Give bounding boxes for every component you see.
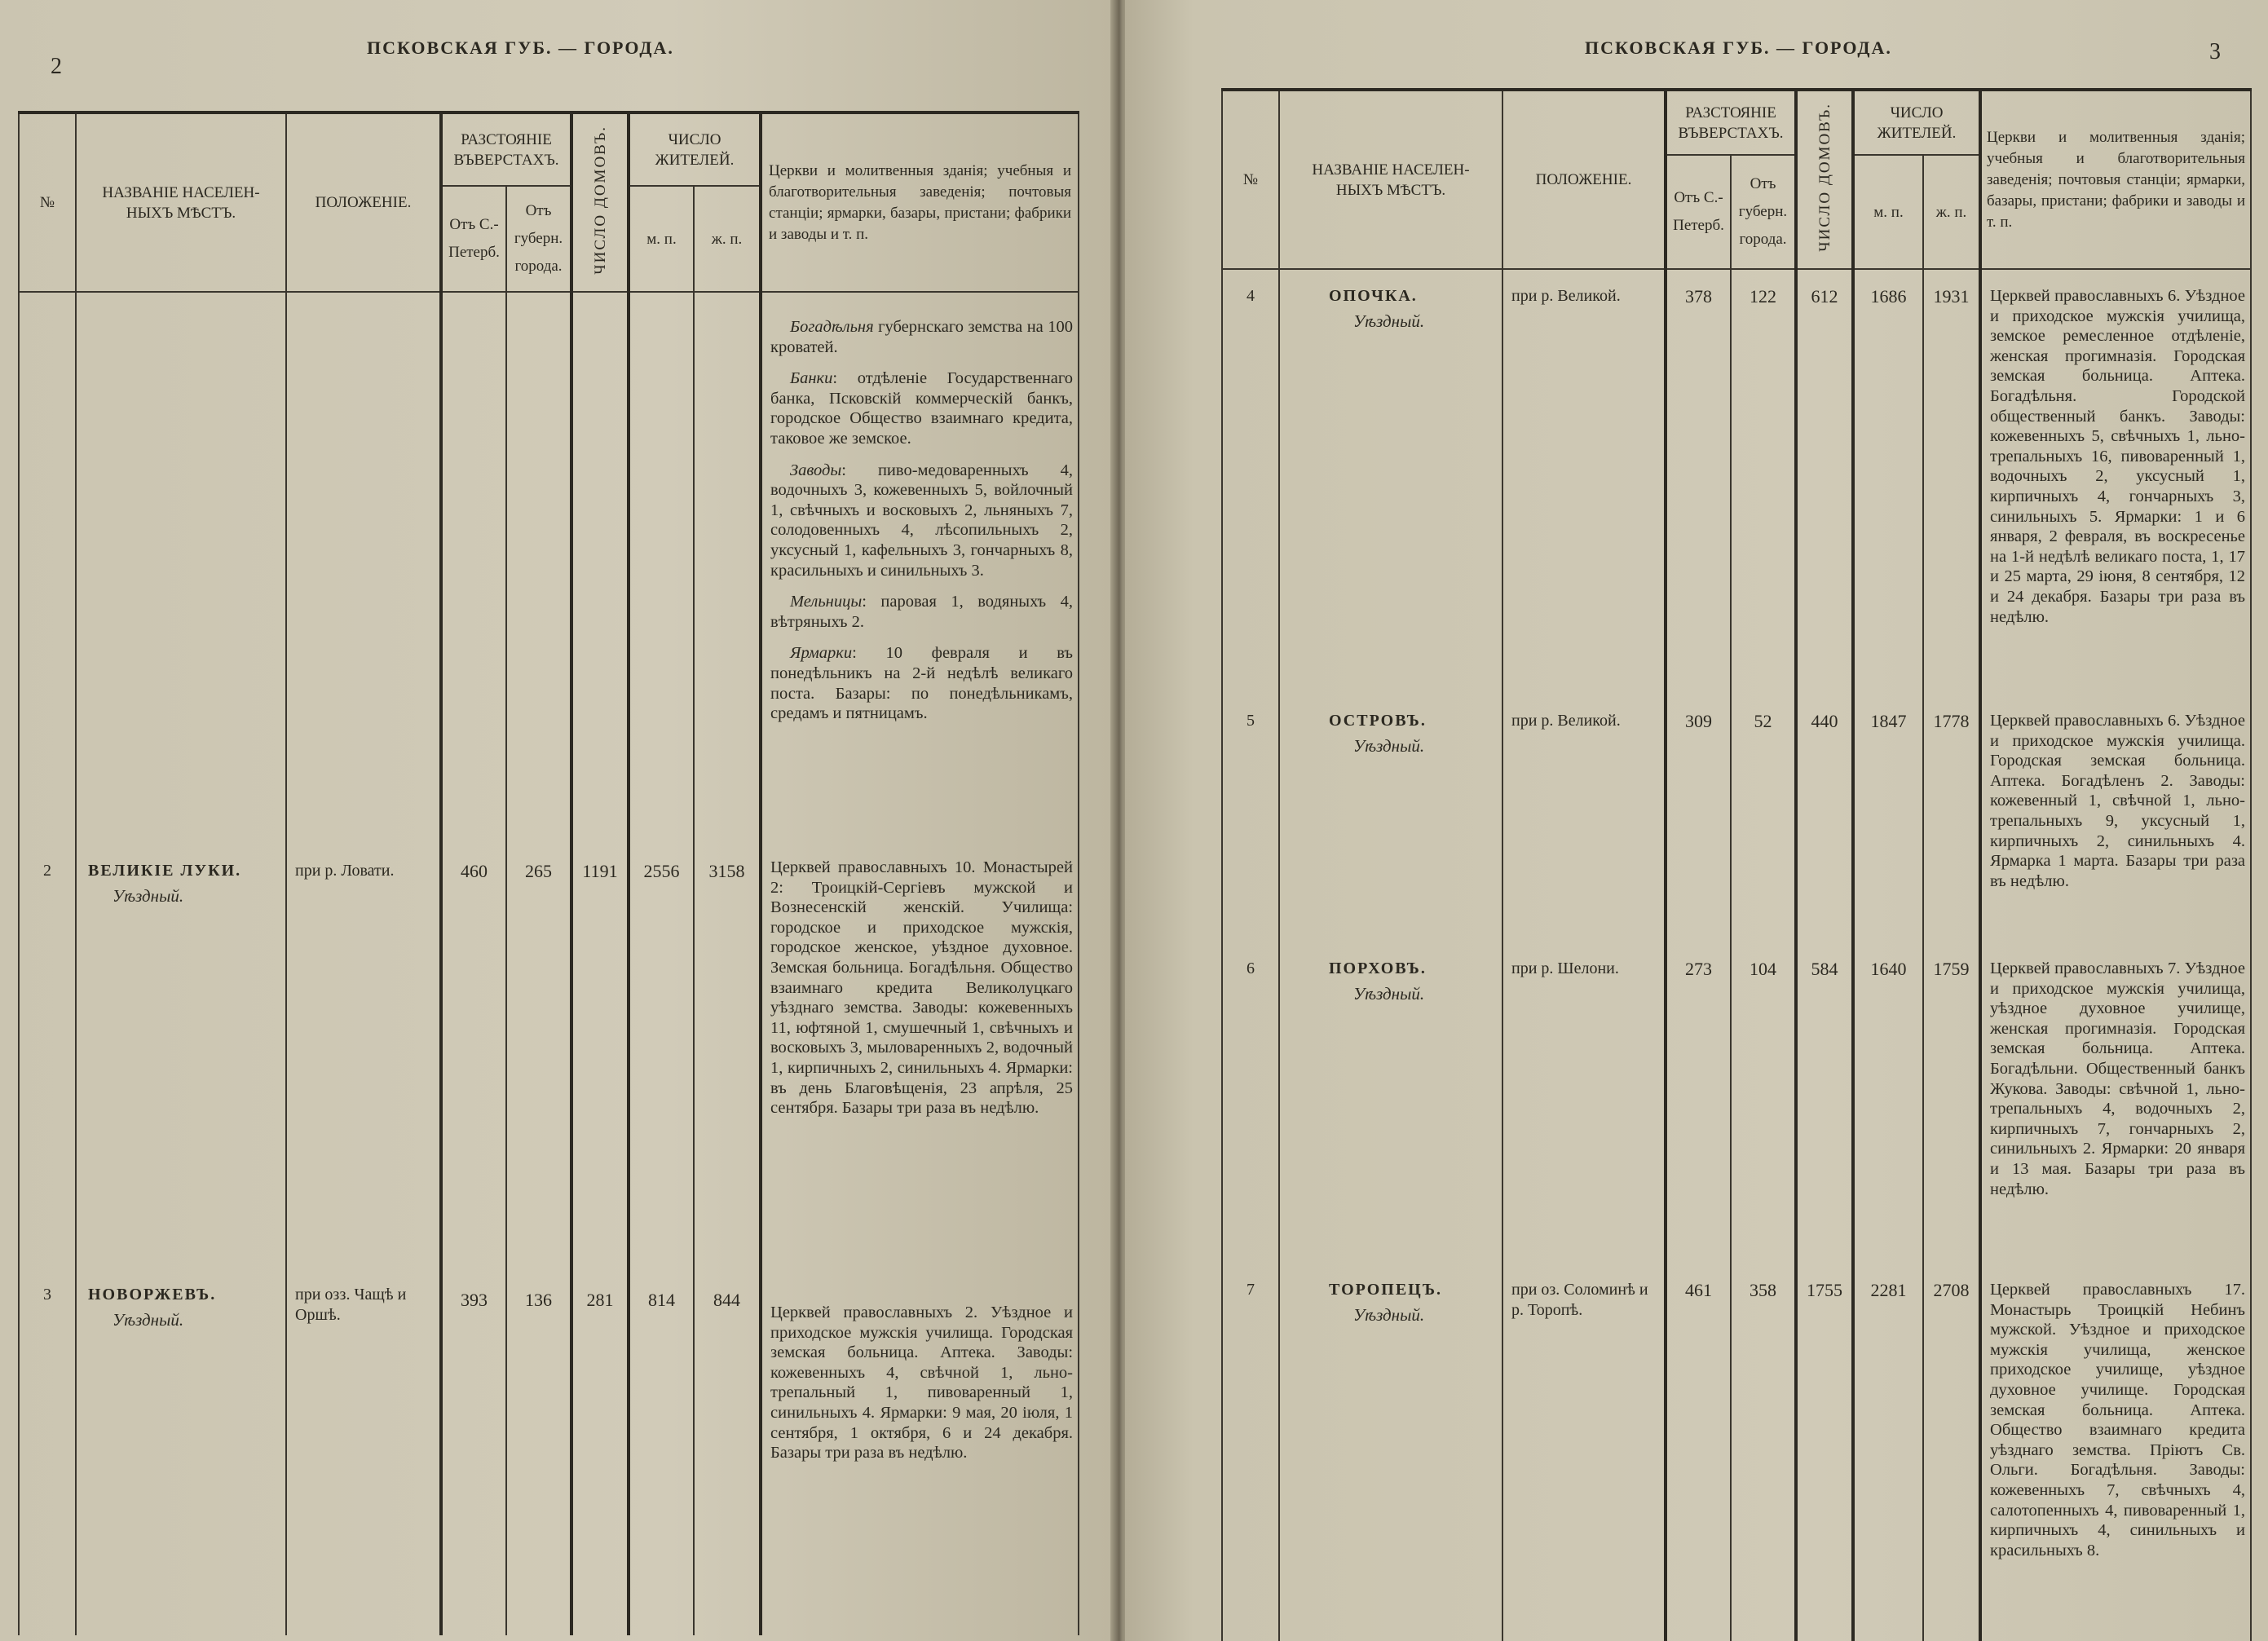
col-female: ж. п.: [1923, 155, 1980, 269]
distance-gub: 358: [1731, 1273, 1796, 1641]
running-head: ПСКОВСКАЯ ГУБ. — ГОРОДА.: [367, 37, 674, 58]
distance-spb: 461: [1666, 1273, 1731, 1641]
distance-spb: 460: [441, 854, 506, 1278]
town-name: НОВОРЖЕВЪ. Уѣздный.: [76, 1278, 286, 1635]
col-institutions: Церкви и молитвенныя зданія; учебныя и благотворительныя заведенія; почтовыя станціи; ярмарки, базары, пристани; фабрики и заводы и т. п.: [761, 112, 1079, 292]
houses: 1755: [1796, 1273, 1853, 1641]
distance-gub: 122: [1731, 269, 1796, 704]
paragraph: Богадѣльня губернскаго земства на 100 кроватей.: [770, 318, 1074, 356]
register-table: [18, 111, 1079, 1635]
distance-spb: 273: [1666, 952, 1731, 1273]
town-description: Церквей православныхъ 7. Уѣздное и приходское мужскія училища, уѣздное духовное училище, женская прогимназія. Городская земская больница. Аптека. Богадѣльни. Общественный банкъ Жукова. Заводы: свѣчной 1, льно-трепальныхъ 4, водочныхъ 2, кирпичныхъ 7, гончарныхъ 2, синильныхъ 2. Ярмарки: 20 января и 13 мая. Базары три раза въ недѣлю.: [1980, 952, 2251, 1273]
paragraph: Ярмарки: 10 февраля и въ понедѣльникъ на 2-й недѣлѣ великаго поста. Базары: по понедѣльникамъ, средамъ и пятницамъ.: [770, 644, 1074, 723]
female: 2708: [1923, 1273, 1980, 1641]
houses: 1191: [571, 854, 629, 1278]
right-page: [1125, 0, 2268, 1641]
distance-spb: 309: [1666, 704, 1731, 952]
col-houses: ЧИСЛО ДОМОВЪ.: [571, 112, 629, 292]
table-row: [1222, 704, 2251, 952]
col-houses: ЧИСЛО ДОМОВЪ.: [1796, 90, 1853, 269]
page-number: 3: [2209, 39, 2221, 64]
houses: 612: [1796, 269, 1853, 704]
distance-spb: 393: [441, 1278, 506, 1635]
male: 1847: [1853, 704, 1923, 952]
col-from-gub: Отъ губерн. города.: [506, 186, 571, 292]
col-name: НАЗВАНІЕ НАСЕЛЕН-НЫХЪ МѢСТЪ.: [76, 112, 286, 292]
col-distance: РАЗСТОЯНІЕ ВЪВЕРСТАХЪ.: [1666, 90, 1796, 155]
col-from-gub: Отъ губерн. города.: [1731, 155, 1796, 269]
col-male: м. п.: [629, 186, 694, 292]
row-number: 7: [1222, 1273, 1279, 1641]
male: 2556: [629, 854, 694, 1278]
town-description: Церквей православныхъ 10. Монастырей 2: Троицкій-Сергіевъ мужской и Вознесенскій женскій. Училища: городское и приходское мужскія, городское женское, уѣздное духовное. Земская больница. Богадѣльня. Общество взаимнаго кредита Великолуцкаго уѣзднаго земства. Заводы: кожевенныхъ 11, юфтяной 1, смушечный 1, свѣчныхъ и восковыхъ 3, мыловаренныхъ 2, водочный 1, кирпичныхъ 2, синильныхъ 4. Ярмарки: въ день Благовѣщенія, 23 апрѣля, 25 сентября. Базары три раза въ недѣлю.: [761, 854, 1079, 1278]
table-row: [1222, 1273, 2251, 1641]
female: 1759: [1923, 952, 1980, 1273]
distance-gub: 136: [506, 1278, 571, 1635]
col-position: ПОЛОЖЕНІЕ.: [286, 112, 441, 292]
col-distance: РАЗСТОЯНІЕ ВЪВЕРСТАХЪ.: [441, 112, 571, 186]
female: 3158: [694, 854, 761, 1278]
town-position: при р. Великой.: [1502, 704, 1666, 952]
town-name: ПОРХОВЪ. Уѣздный.: [1279, 952, 1502, 1273]
town-position: при оз. Соломинѣ и р. Торопѣ.: [1502, 1273, 1666, 1641]
town-description: Церквей православныхъ 6. Уѣздное и приходское мужскія училища, земское ремесленное отдѣленіе, женская прогимназія. Городская земская больница. Аптека. Богадѣльня. Городской общественный банкъ. Заводы: кожевенныхъ 5, свѣчныхъ 1, льно-трепальныхъ 16, пивоваренный 1, водочныхъ 2, уксусный 1, кирпичныхъ 4, гончарныхъ 3, синильныхъ 5. Ярмарки: 1 и 6 января, 2 февраля, въ воскресенье на 1-й недѣлѣ великаго поста, 1, 17 и 25 марта, 29 іюня, 8 сентября, 12 и 24 декабря. Базары три раза въ недѣлю.: [1980, 269, 2251, 704]
town-name: ТОРОПЕЦЪ. Уѣздный.: [1279, 1273, 1502, 1641]
col-female: ж. п.: [694, 186, 761, 292]
town-position: при озз. Чащѣ и Оршѣ.: [286, 1278, 441, 1635]
col-inhabitants: ЧИСЛО ЖИТЕЛЕЙ.: [629, 112, 761, 186]
male: 1686: [1853, 269, 1923, 704]
houses: 440: [1796, 704, 1853, 952]
row-number: 6: [1222, 952, 1279, 1273]
col-name: НАЗВАНІЕ НАСЕЛЕН-НЫХЪ МѢСТЪ.: [1279, 90, 1502, 269]
female: 1931: [1923, 269, 1980, 704]
houses: 584: [1796, 952, 1853, 1273]
table-row: [19, 292, 1079, 854]
col-from-spb: Отъ С.-Петерб.: [441, 186, 506, 292]
distance-spb: 378: [1666, 269, 1731, 704]
houses: 281: [571, 1278, 629, 1635]
paragraph: Заводы: пиво-медоваренныхъ 4, водочныхъ 3, кожевенныхъ 5, войлочный 1, свѣчныхъ и восковыхъ 2, льняныхъ 7, солодовенныхъ 4, лѣсопильныхъ 2, уксусный 1, кафельныхъ 3, гончарныхъ 8, красильныхъ и синильныхъ 3.: [770, 461, 1074, 580]
row-number: 3: [19, 1278, 76, 1635]
distance-gub: 265: [506, 854, 571, 1278]
distance-gub: 104: [1731, 952, 1796, 1273]
paragraph: Банки: отдѣленіе Государственнаго банка, Псковскій коммерческій банкъ, городское Общество взаимнаго кредита, таковое же земское.: [770, 369, 1074, 448]
row-number: 2: [19, 854, 76, 1278]
col-no: №: [1222, 90, 1279, 269]
town-name: ОПОЧКА. Уѣздный.: [1279, 269, 1502, 704]
table-row: [19, 1278, 1079, 1635]
page-number: 2: [51, 54, 62, 79]
running-head: ПСКОВСКАЯ ГУБ. — ГОРОДА.: [1585, 37, 1892, 58]
male: 1640: [1853, 952, 1923, 1273]
table-row: [1222, 952, 2251, 1273]
register-table: [1221, 88, 2252, 1641]
distance-gub: 52: [1731, 704, 1796, 952]
continuation-text: [761, 292, 1079, 854]
col-from-spb: Отъ С.-Петерб.: [1666, 155, 1731, 269]
paragraph: Мельницы: паровая 1, водяныхъ 4, вѣтряныхъ 2.: [770, 593, 1074, 631]
row-number: 4: [1222, 269, 1279, 704]
town-position: при р. Шелони.: [1502, 952, 1666, 1273]
col-no: №: [19, 112, 76, 292]
female: 844: [694, 1278, 761, 1635]
col-inhabitants: ЧИСЛО ЖИТЕЛЕЙ.: [1853, 90, 1980, 155]
town-description: Церквей православныхъ 2. Уѣздное и приходское мужскія училища. Городская земская больница. Аптека. Заводы: кожевенныхъ 4, свѣчной 1, льно-трепальный 1, пивоваренный 1, синильныхъ 4. Ярмарки: 9 мая, 20 іюля, 1 сентября, 1 октября, 6 и 24 декабря. Базары три раза въ недѣлю.: [761, 1278, 1079, 1635]
col-position: ПОЛОЖЕНІЕ.: [1502, 90, 1666, 269]
male: 814: [629, 1278, 694, 1635]
town-name: ОСТРОВЪ. Уѣздный.: [1279, 704, 1502, 952]
row-number: 5: [1222, 704, 1279, 952]
town-name: ВЕЛИКІЕ ЛУКИ. Уѣздный.: [76, 854, 286, 1278]
town-description: Церквей православныхъ 17. Монастырь Троицкій Небинъ мужской. Уѣздное и приходское мужскія училища, женское приходское училище, уѣздное духовное училище. Городская земская больница. Аптека. Общество взаимнаго кредита уѣзднаго земства. Пріютъ Св. Ольги. Богадѣльня. Заводы: кожевенныхъ 7, свѣчныхъ 4, салотопенныхъ 4, пивоваренный 1, кирпичныхъ 4, синильныхъ и красильныхъ 8.: [1980, 1273, 2251, 1641]
col-male: м. п.: [1853, 155, 1923, 269]
town-position: при р. Великой.: [1502, 269, 1666, 704]
table-row: [1222, 269, 2251, 704]
male: 2281: [1853, 1273, 1923, 1641]
left-page: [0, 0, 1115, 1641]
col-institutions: Церкви и молитвенныя зданія; учебныя и благотворительныя заведенія; почтовыя станціи; ярмарки, базары, пристани; фабрики и заводы и т. п.: [1980, 90, 2251, 269]
table-row: [19, 854, 1079, 1278]
town-description: Церквей православныхъ 6. Уѣздное и приходское мужскія училища. Городская земская больница. Аптека. Богадѣленъ 2. Заводы: кожевенный 1, свѣчной 1, льно-трепальныхъ 9, уксусный 1, кирпичныхъ 2, синильныхъ 4. Ярмарка 1 марта. Базары три раза въ недѣлю.: [1980, 704, 2251, 952]
female: 1778: [1923, 704, 1980, 952]
town-position: при р. Ловати.: [286, 854, 441, 1278]
